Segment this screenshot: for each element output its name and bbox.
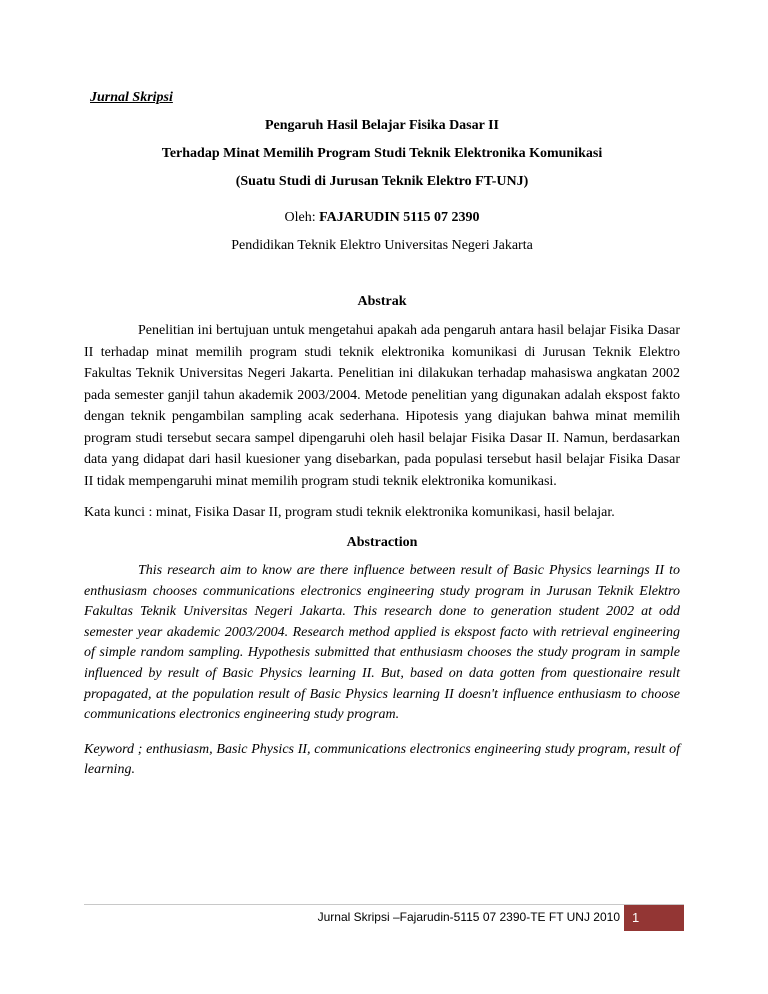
abstraction-heading: Abstraction — [346, 535, 418, 550]
footer-text: Jurnal Skripsi –Fajarudin-5115 07 2390-TE FT UNJ 2010 — [317, 910, 620, 924]
abstrak-keywords: Kata kunci : minat, Fisika Dasar II, program studi teknik elektronika komunikasi, hasil belajar. — [84, 505, 615, 520]
title-line-1: Pengaruh Hasil Belajar Fisika Dasar II — [264, 118, 499, 133]
footer-divider — [84, 904, 684, 905]
abstrak-heading: Abstrak — [357, 294, 407, 309]
abstraction-body: This research aim to know are there influence between result of Basic Physics learnings II to enthusiasm chooses communications electronics engineering study program in Jurusan Teknik Elektro Fakultas Teknik Universitas Negeri Jakarta. This research done to generation student 2002 at odd semester year akademic 2003/2004. Research method applied is ekspost facto with retrieval engineering of simple random sampling. Hypothesis submitted that enthusiasm chooses the study program in sample influenced by result of Basic Physics learning II. But, based on data gotten from questionaire result propagated, at the population result of Basic Physics learning II doesn't influence enthusiasm to choose communications electronics engineering study program. — [84, 563, 680, 723]
author-line — [84, 210, 680, 226]
title-line-3: (Suatu Studi di Jurusan Teknik Elektro FT-UNJ) — [235, 174, 529, 189]
page-content — [84, 90, 680, 781]
journal-label: Jurnal Skripsi — [90, 90, 173, 105]
institution: Pendidikan Teknik Elektro Universitas Negeri Jakarta — [231, 238, 533, 253]
abstrak-body: Penelitian ini bertujuan untuk mengetahui apakah ada pengaruh antara hasil belajar Fisika Dasar II terhadap minat memilih program studi teknik elektronika komunikasi di Jurusan Teknik Elektro Fakultas Teknik Universitas Negeri Jakarta. Penelitian ini dilakukan terhadap mahasiswa angkatan 2002 pada semester ganjil tahun akademik 2003/2004. Metode penelitian yang digunakan adalah ekspost fakto dengan teknik pengambilan sampling acak sederhana. Hipotesis yang diajukan bahwa minat memilih program studi tersebut secara sampel dipengaruhi oleh hasil belajar Fisika Dasar II. Namun, berdasarkan data yang didapat dari hasil kuesioner yang disebarkan, pada populasi tersebut hasil belajar Fisika Dasar II tidak mempengaruhi minat memilih program studi teknik elektronika komunikasi. — [84, 323, 680, 489]
abstraction-keywords: Keyword ; enthusiasm, Basic Physics II, communications electronics engineering study program, result of learning. — [84, 741, 680, 778]
title-line-2: Terhadap Minat Memilih Program Studi Teknik Elektronika Komunikasi — [161, 146, 603, 161]
author-name: FAJARUDIN 5115 07 2390 — [319, 210, 480, 225]
author-prefix: Oleh: — [284, 210, 320, 225]
page-number: 1 — [624, 905, 684, 931]
